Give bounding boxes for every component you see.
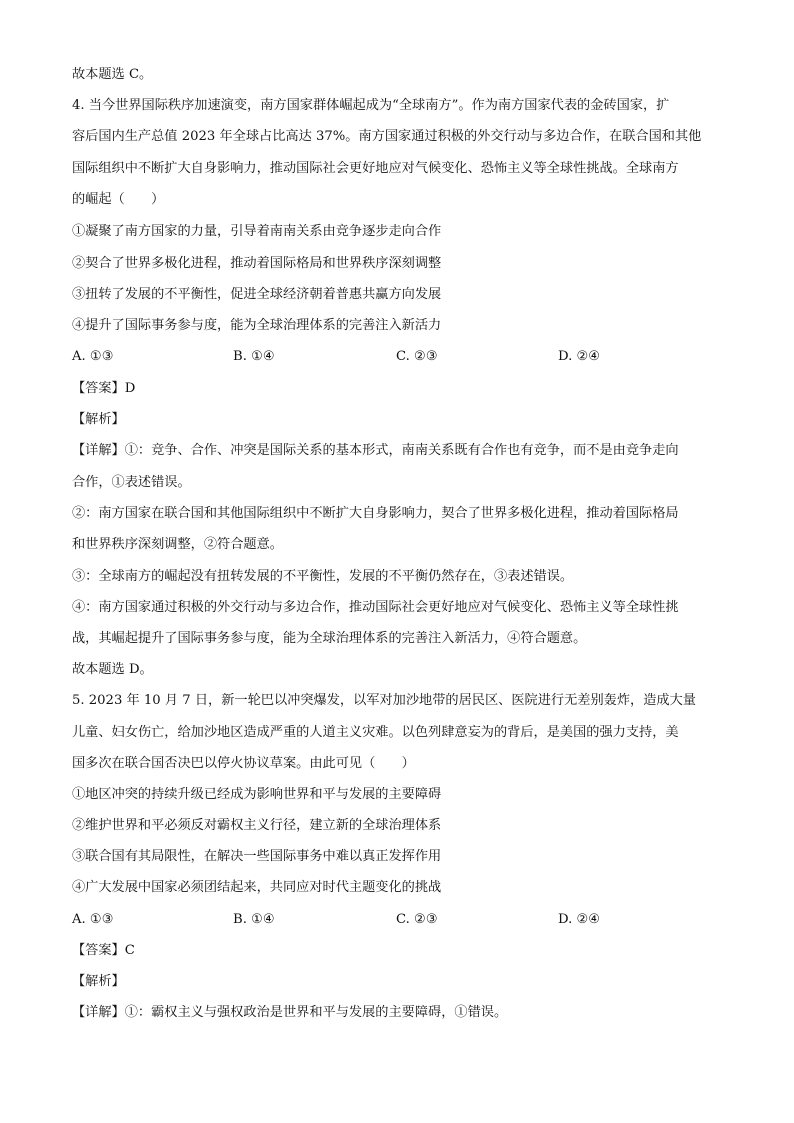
q4-option-d: D. ②④ <box>558 349 601 364</box>
q5-option-a: A. ①③ <box>72 912 114 927</box>
q4-analysis-heading: 【解析】 <box>72 412 125 427</box>
q5-option-d: D. ②④ <box>558 912 601 927</box>
q4-statement-1: ①凝聚了南方国家的力量，引导着南南关系由竞争逐步走向合作 <box>72 224 442 239</box>
q4-detail-line-1: 【详解】①：竞争、合作、冲突是国际关系的基本形式，南南关系既有合作也有竞争，而不是由竞争走向 <box>72 443 679 458</box>
q4-answer: 【答案】D <box>72 381 136 396</box>
q4-stem-line-1: 4. 当今世界国际秩序加速演变，南方国家群体崛起成为“全球南方”。作为南方国家代表的金砖国家，扩 <box>72 98 670 113</box>
q4-detail-line-5: ③：全球南方的崛起没有扭转发展的不平衡性，发展的不平衡仍然存在，③表述错误。 <box>72 569 574 584</box>
q5-detail-line-1: 【详解】①：霸权主义与强权政治是世界和平与发展的主要障碍，①错误。 <box>72 1005 508 1020</box>
q4-conclusion: 故本题选 D。 <box>72 662 153 677</box>
q4-detail-line-2: 合作，①表述错误。 <box>72 475 191 490</box>
q4-stem-line-4: 的崛起（ ） <box>72 192 165 207</box>
q5-analysis-heading: 【解析】 <box>72 974 125 989</box>
q4-stem-line-2: 容后国内生产总值 2023 年全球占比高达 37%。南方国家通过积极的外交行动与多边合作，在联合国和其他 <box>72 129 702 144</box>
q4-detail-line-7: 战，其崛起提升了国际事务参与度，能为全球治理体系的完善注入新活力，④符合题意。 <box>72 631 587 646</box>
q5-statement-4: ④广大发展中国家必须团结起来，共同应对时代主题变化的挑战 <box>72 880 442 895</box>
q5-statement-1: ①地区冲突的持续升级已经成为影响世界和平与发展的主要障碍 <box>72 787 442 802</box>
q4-statement-2: ②契合了世界多极化进程，推动着国际格局和世界秩序深刻调整 <box>72 256 442 271</box>
q4-option-c: C. ②③ <box>396 349 438 364</box>
q4-statement-3: ③扭转了发展的不平衡性，促进全球经济朝着普惠共赢方向发展 <box>72 287 442 302</box>
q4-option-b: B. ①④ <box>233 349 275 364</box>
q5-stem-line-3: 国多次在联合国否决巴以停火协议草案。由此可见（ ） <box>72 756 415 771</box>
q4-detail-line-3: ②：南方国家在联合国和其他国际组织中不断扩大自身影响力，契合了世界多极化进程，推动着国际格局 <box>72 506 679 521</box>
q5-stem-line-2: 儿童、妇女伤亡，给加沙地区造成严重的人道主义灾难。以色列肆意妄为的背后，是美国的强力支持，美 <box>72 725 679 740</box>
q5-statement-3: ③联合国有其局限性，在解决一些国际事务中难以真正发挥作用 <box>72 849 442 864</box>
q5-stem-line-1: 5. 2023 年 10 月 7 日，新一轮巴以冲突爆发，以军对加沙地带的居民区、医院进行无差别轰炸，造成大量 <box>72 693 696 708</box>
q4-option-a: A. ①③ <box>72 349 114 364</box>
q4-statement-4: ④提升了国际事务参与度，能为全球治理体系的完善注入新活力 <box>72 318 442 333</box>
q5-statement-2: ②维护世界和平必须反对霸权主义行径，建立新的全球治理体系 <box>72 818 442 833</box>
q4-detail-line-4: 和世界秩序深刻调整，②符合题意。 <box>72 537 283 552</box>
q4-detail-line-6: ④：南方国家通过积极的外交行动与多边合作，推动国际社会更好地应对气候变化、恐怖主义等全球性挑 <box>72 600 679 615</box>
q5-answer: 【答案】C <box>72 943 135 958</box>
q5-option-b: B. ①④ <box>233 912 275 927</box>
q5-option-c: C. ②③ <box>396 912 438 927</box>
prev-conclusion: 故本题选 C。 <box>72 67 153 82</box>
q4-stem-line-3: 国际组织中不断扩大自身影响力，推动国际社会更好地应对气候变化、恐怖主义等全球性挑战。全球南方 <box>72 161 679 176</box>
